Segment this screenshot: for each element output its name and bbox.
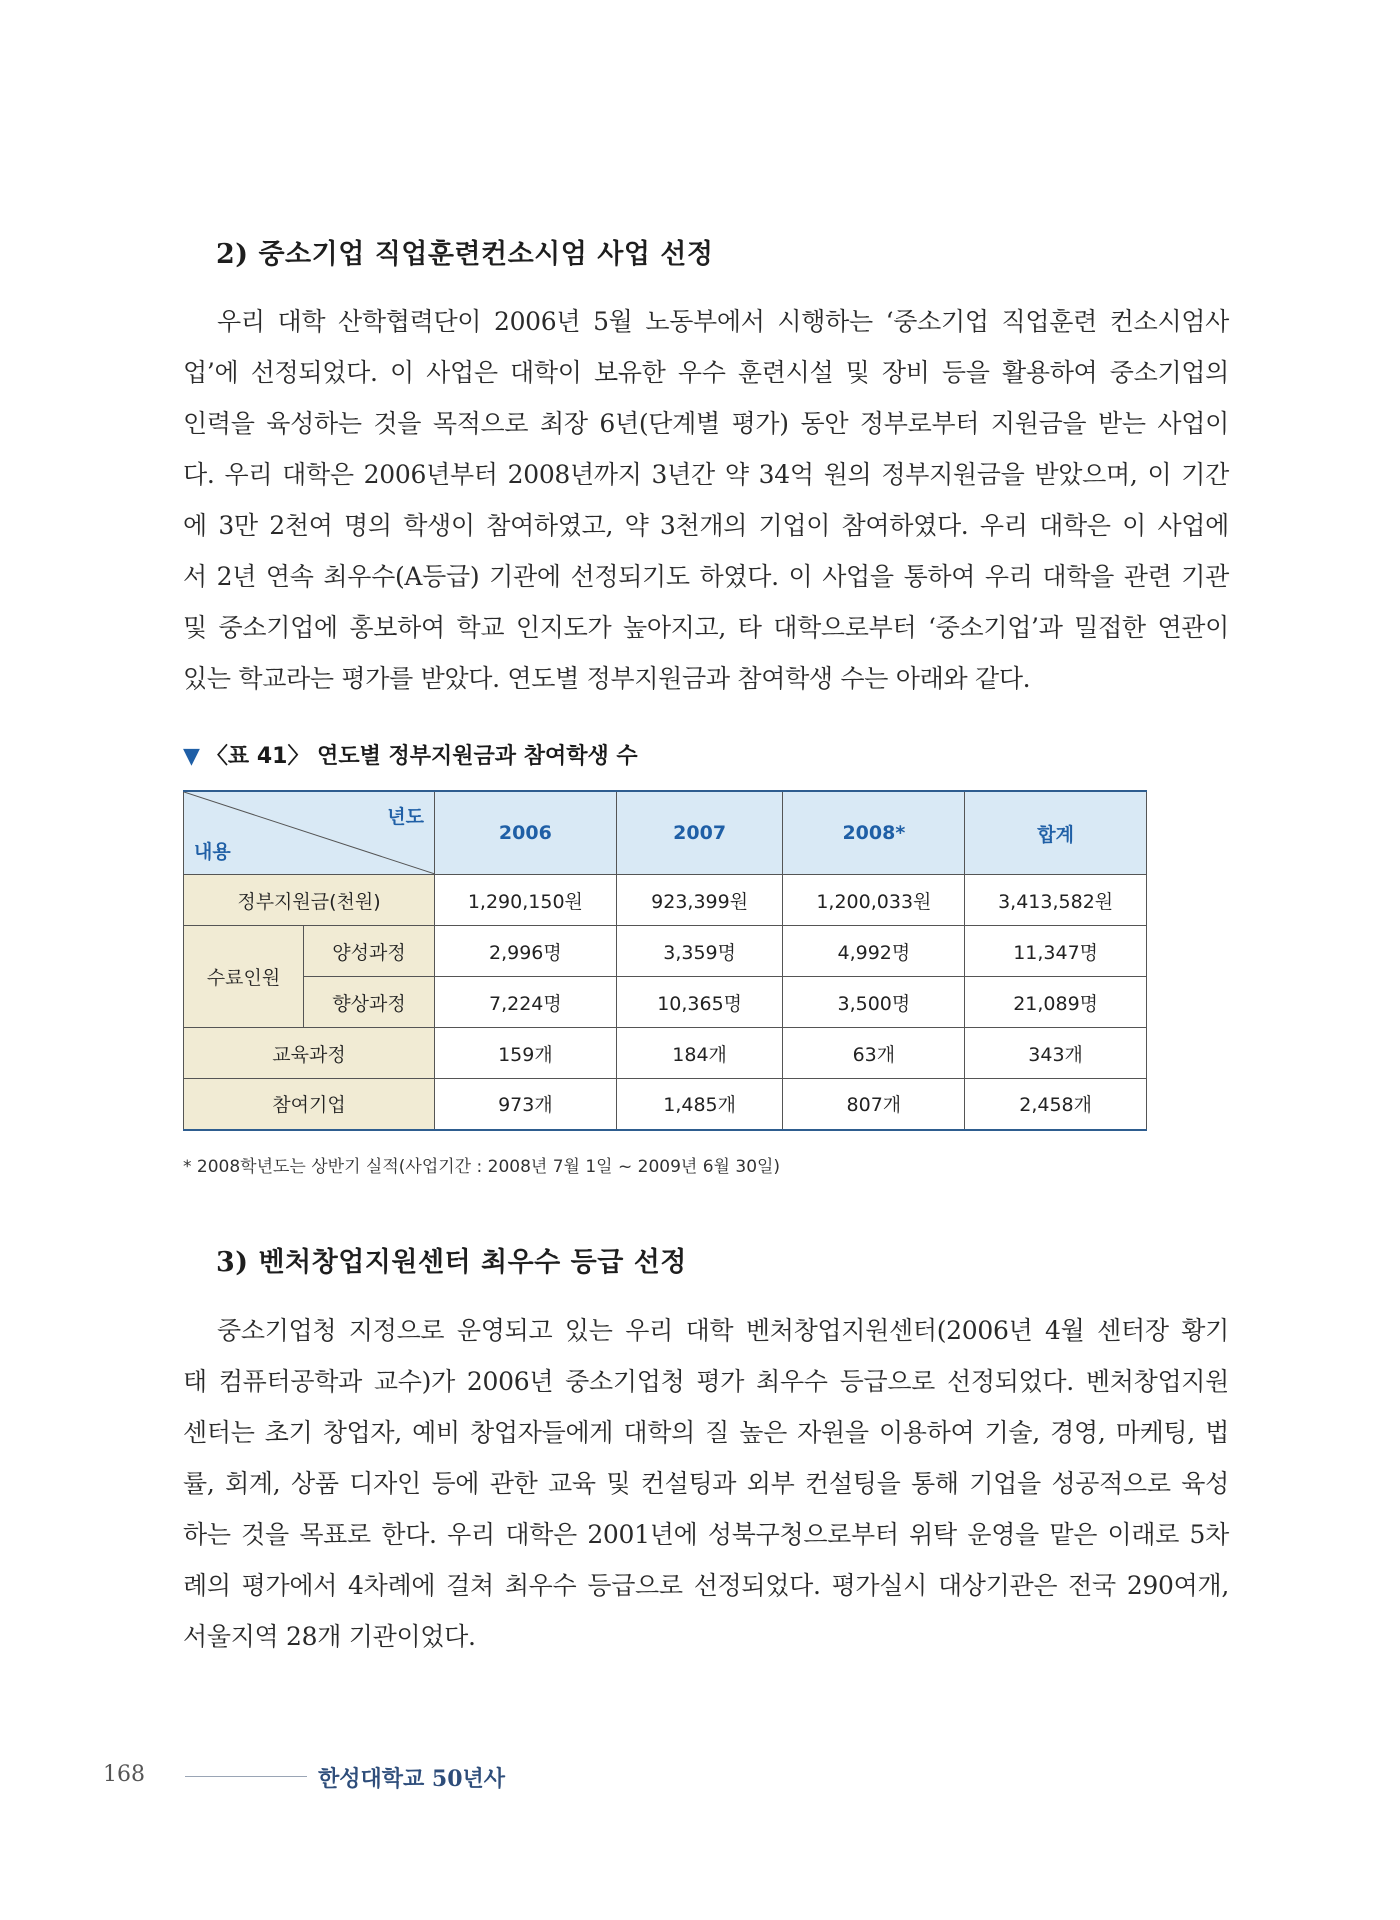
row-label: 정부지원금(천원) <box>184 875 435 926</box>
row-label: 참여기업 <box>184 1079 435 1130</box>
paragraph-line: 우리 대학 산학협력단이 2006년 5월 노동부에서 시행하는 ‘중소기업 직업훈련 컨소시엄사 <box>217 307 1229 336</box>
year-header: 2008* <box>783 791 965 875</box>
funding-table <box>183 790 1147 1131</box>
book-title: 한성대학교 50년사 <box>318 1766 506 1792</box>
table-cell: 7,224명 <box>435 977 617 1028</box>
table-cell: 159개 <box>435 1028 617 1079</box>
corner-content-label: 내용 <box>194 841 231 863</box>
paragraph-line: 하는 것을 목표로 한다. 우리 대학은 2001년에 성북구청으로부터 위탁 운영을 맡은 이래로 5차 <box>183 1520 1229 1549</box>
table-cell: 1,290,150원 <box>435 875 617 926</box>
table-cell: 973개 <box>435 1079 617 1130</box>
table-row <box>184 1079 1147 1130</box>
paragraph-line: 에 3만 2천여 명의 학생이 참여하였고, 약 3천개의 기업이 참여하였다. 우리 대학은 이 사업에 <box>183 511 1229 540</box>
row-label: 양성과정 <box>304 926 435 977</box>
section-2-title: 2) 중소기업 직업훈련컨소시엄 사업 선정 <box>216 239 714 270</box>
table-cell: 1,200,033원 <box>783 875 965 926</box>
table-cell: 1,485개 <box>616 1079 783 1130</box>
page-number: 168 <box>103 1762 145 1787</box>
table-cell: 10,365명 <box>616 977 783 1028</box>
table-footnote: * 2008학년도는 상반기 실적(사업기간 : 2008년 7월 1일 ~ 2009년 6월 30일) <box>183 1157 781 1177</box>
paragraph-line: 서 2년 연속 최우수(A등급) 기관에 선정되기도 하였다. 이 사업을 통하여 우리 대학을 관련 기관 <box>183 562 1229 591</box>
table-row <box>184 926 1147 977</box>
table-row <box>184 1028 1147 1079</box>
row-label: 교육과정 <box>184 1028 435 1079</box>
table-cell: 2,996명 <box>435 926 617 977</box>
triangle-down-icon: ▼ <box>183 744 200 769</box>
table-cell: 807개 <box>783 1079 965 1130</box>
row-label: 향상과정 <box>304 977 435 1028</box>
table-cell: 3,413,582원 <box>965 875 1147 926</box>
paragraph-line: 및 중소기업에 홍보하여 학교 인지도가 높아지고, 타 대학으로부터 ‘중소기업’과 밀접한 연관이 <box>183 613 1229 642</box>
section-3-title: 3) 벤처창업지원센터 최우수 등급 선정 <box>216 1247 687 1278</box>
table-corner-header <box>184 791 435 875</box>
paragraph-line: 중소기업청 지정으로 운영되고 있는 우리 대학 벤처창업지원센터(2006년 4월 센터장 황기 <box>217 1316 1229 1345</box>
table-row <box>184 875 1147 926</box>
paragraph-line: 태 컴퓨터공학과 교수)가 2006년 중소기업청 평가 최우수 등급으로 선정되었다. 벤처창업지원 <box>183 1367 1229 1396</box>
footer-divider <box>185 1776 307 1777</box>
table-row <box>184 977 1147 1028</box>
paragraph-line: 센터는 초기 창업자, 예비 창업자들에게 대학의 질 높은 자원을 이용하여 기술, 경영, 마케팅, 법 <box>183 1418 1229 1447</box>
table-cell: 3,500명 <box>783 977 965 1028</box>
table-caption-text: 〈표 41〉 연도별 정부지원금과 참여학생 수 <box>205 744 638 769</box>
paragraph-line: 있는 학교라는 평가를 받았다. 연도별 정부지원금과 참여학생 수는 아래와 같다. <box>183 664 1031 693</box>
table-caption <box>183 739 638 770</box>
section-2-paragraph <box>183 296 1229 704</box>
year-header: 2007 <box>616 791 783 875</box>
paragraph-line: 업’에 선정되었다. 이 사업은 대학이 보유한 우수 훈련시설 및 장비 등을 활용하여 중소기업의 <box>183 358 1229 387</box>
year-header: 2006 <box>435 791 617 875</box>
year-header: 합계 <box>965 791 1147 875</box>
paragraph-line: 례의 평가에서 4차례에 걸쳐 최우수 등급으로 선정되었다. 평가실시 대상기관은 전국 290여개, <box>183 1571 1229 1600</box>
group-label: 수료인원 <box>184 926 304 1028</box>
table-cell: 63개 <box>783 1028 965 1079</box>
paragraph-line: 다. 우리 대학은 2006년부터 2008년까지 3년간 약 34억 원의 정부지원금을 받았으며, 이 기간 <box>183 460 1229 489</box>
table-cell: 923,399원 <box>616 875 783 926</box>
table-cell: 2,458개 <box>965 1079 1147 1130</box>
paragraph-line: 인력을 육성하는 것을 목적으로 최장 6년(단계별 평가) 동안 정부로부터 지원금을 받는 사업이 <box>183 409 1229 438</box>
table-cell: 343개 <box>965 1028 1147 1079</box>
table-cell: 11,347명 <box>965 926 1147 977</box>
table-cell: 21,089명 <box>965 977 1147 1028</box>
section-3-paragraph <box>183 1305 1229 1662</box>
table-cell: 4,992명 <box>783 926 965 977</box>
table-cell: 3,359명 <box>616 926 783 977</box>
paragraph-line: 률, 회계, 상품 디자인 등에 관한 교육 및 컨설팅과 외부 컨설팅을 통해 기업을 성공적으로 육성 <box>183 1469 1229 1498</box>
corner-year-label: 년도 <box>387 806 424 828</box>
table-cell: 184개 <box>616 1028 783 1079</box>
paragraph-line: 서울지역 28개 기관이었다. <box>183 1622 476 1651</box>
